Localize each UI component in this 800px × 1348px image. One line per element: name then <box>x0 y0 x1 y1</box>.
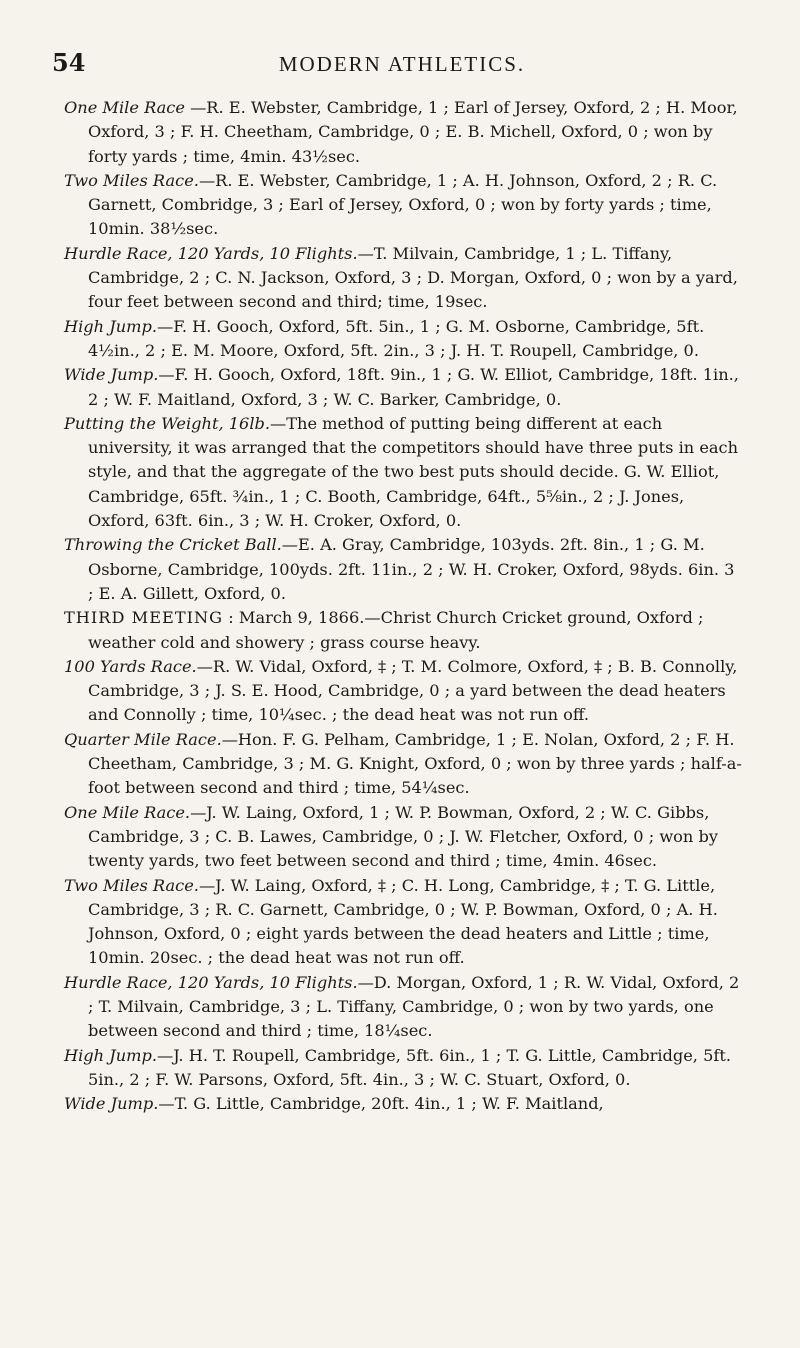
event-entry <box>64 1044 744 1093</box>
meeting-details: : March 9, 1866.—Christ Church Cricket ground, Oxford ; weather cold and showery ; grass course heavy. <box>88 608 704 652</box>
event-title: One Mile Race <box>64 98 185 117</box>
event-result: —J. W. Laing, Oxford, ‡ ; C. H. Long, Cambridge, ‡ ; T. G. Little, Cambridge, 3 ; R. C. Garnett, Cambridge, 0 ; W. P. Bowman, Oxford, 0 ; A. H. Johnson, Oxford, 0 ; eight yards between the dead heaters and Little ; time, 10min. 20sec. ; the dead heat was not run off. <box>88 875 718 968</box>
event-title: High Jump. <box>64 316 157 336</box>
event-title: Putting the Weight, 16lb. <box>64 413 271 433</box>
event-result: —T. Milvain, Cambridge, 1 ; L. Tiffany, Cambridge, 2 ; C. N. Jackson, Oxford, 3 ; D. Morgan, Oxford, 0 ; won by a yard, four feet between second and third; time, 19sec. <box>88 243 738 312</box>
event-entry <box>64 96 744 169</box>
event-title: Wide Jump. <box>64 1094 159 1114</box>
event-result: —J. H. T. Roupell, Cambridge, 5ft. 6in., 1 ; T. G. Little, Cambridge, 5ft. 5in., 2 ; F. W. Parsons, Oxford, 5ft. 4in., 3 ; W. C. Stuart, Oxford, 0. <box>88 1045 732 1089</box>
event-result: —D. Morgan, Oxford, 1 ; R. W. Vidal, Oxford, 2 ; T. Milvain, Cambridge, 3 ; L. Tiffany, Cambridge, 0 ; won by two yards, one between second and third ; time, 18¼sec. <box>88 972 740 1041</box>
event-entry <box>64 169 744 242</box>
event-title: Hurdle Race, 120 Yards, 10 Flights. <box>64 243 358 263</box>
event-entry <box>64 1092 744 1116</box>
event-result: —E. A. Gray, Cambridge, 103yds. 2ft. 8in., 1 ; G. M. Osborne, Cambridge, 100yds. 2ft. 11in., 2 ; W. H. Croker, Oxford, 98yds. 6in. 3 ; E. A. Gillett, Oxford, 0. <box>88 535 735 603</box>
event-result: —R. E. Webster, Cambridge, 1 ; A. H. Johnson, Oxford, 2 ; R. C. Garnett, Combridge, 3 ; Earl of Jersey, Oxford, 0 ; won by forty yards ; time, 10min. 38½sec. <box>88 170 718 239</box>
event-entry <box>64 363 744 412</box>
event-title: Wide Jump. <box>64 365 159 385</box>
event-title: One Mile Race. <box>64 802 191 822</box>
event-entry <box>64 412 744 533</box>
event-result: —T. G. Little, Cambridge, 20ft. 4in., 1 ; W. F. Maitland, <box>158 1094 604 1114</box>
event-result: —F. H. Gooch, Oxford, 18ft. 9in., 1 ; G. W. Elliot, Cambridge, 18ft. 1in., 2 ; W. F. Maitland, Oxford, 3 ; W. C. Barker, Cambridge, 0. <box>88 365 739 409</box>
page-header <box>52 48 752 82</box>
event-entry <box>64 655 744 728</box>
event-title: Two Miles Race. <box>64 875 199 895</box>
event-title: 100 Yards Race. <box>64 656 197 676</box>
event-title: Two Miles Race. <box>64 170 199 190</box>
event-result: —The method of putting being different at each university, it was arranged that the competitors should have three puts in each style, and that the aggregate of the two best puts should decide. G. W. Elliot, Cambridge, 65ft. ¾in., 1 ; C. Booth, Cambridge, 64ft., 5⅝in., 2 ; J. Jones, Oxford, 63ft. 6in., 3 ; W. H. Croker, Oxford, 0. <box>88 413 739 531</box>
page-number: 54 <box>52 48 86 77</box>
meeting-heading <box>64 606 744 655</box>
event-entry <box>64 242 744 315</box>
event-title: High Jump. <box>64 1045 157 1065</box>
event-result: —R. E. Webster, Cambridge, 1 ; Earl of Jersey, Oxford, 2 ; H. Moor, Oxford, 3 ; F. H. Cheetham, Cambridge, 0 ; E. B. Michell, Oxford, 0 ; won by forty yards ; time, 4min. 43½sec. <box>88 98 738 166</box>
event-entry <box>64 971 744 1044</box>
event-title: Throwing the Cricket Ball. <box>64 535 282 555</box>
event-entry <box>64 801 744 874</box>
event-result: —R. W. Vidal, Oxford, ‡ ; T. M. Colmore, Oxford, ‡ ; B. B. Connolly, Cambridge, 3 ; J. S. E. Hood, Cambridge, 0 ; a yard between the dead heaters and Connolly ; time, 10¼sec. ; the dead heat was not run off. <box>88 656 738 725</box>
event-entry <box>64 533 744 606</box>
event-entry <box>64 874 744 971</box>
event-entry <box>64 315 744 364</box>
event-result: —J. W. Laing, Oxford, 1 ; W. P. Bowman, Oxford, 2 ; W. C. Gibbs, Cambridge, 3 ; C. B. Lawes, Cambridge, 0 ; J. W. Fletcher, Oxford, 0 ; won by twenty yards, two feet between second and third ; time, 4min. 46sec. <box>88 802 719 871</box>
event-result: —Hon. F. G. Pelham, Cambridge, 1 ; E. Nolan, Oxford, 2 ; F. H. Cheetham, Cambridge, 3 ; M. G. Knight, Oxford, 0 ; won by three yards ; half-a-foot between second and third ; time, 54¼sec. <box>88 729 742 798</box>
page-body <box>64 96 744 1116</box>
event-title: Quarter Mile Race. <box>64 729 222 749</box>
meeting-title: THIRD MEETING <box>64 608 224 628</box>
running-head: MODERN ATHLETICS. <box>278 52 526 76</box>
event-entry <box>64 728 744 801</box>
event-result: —F. H. Gooch, Oxford, 5ft. 5in., 1 ; G. M. Osborne, Cambridge, 5ft. 4½in., 2 ; E. M. Moore, Oxford, 5ft. 2in., 3 ; J. H. T. Roupell, Cambridge, 0. <box>88 316 705 360</box>
event-title: Hurdle Race, 120 Yards, 10 Flights. <box>64 972 358 992</box>
